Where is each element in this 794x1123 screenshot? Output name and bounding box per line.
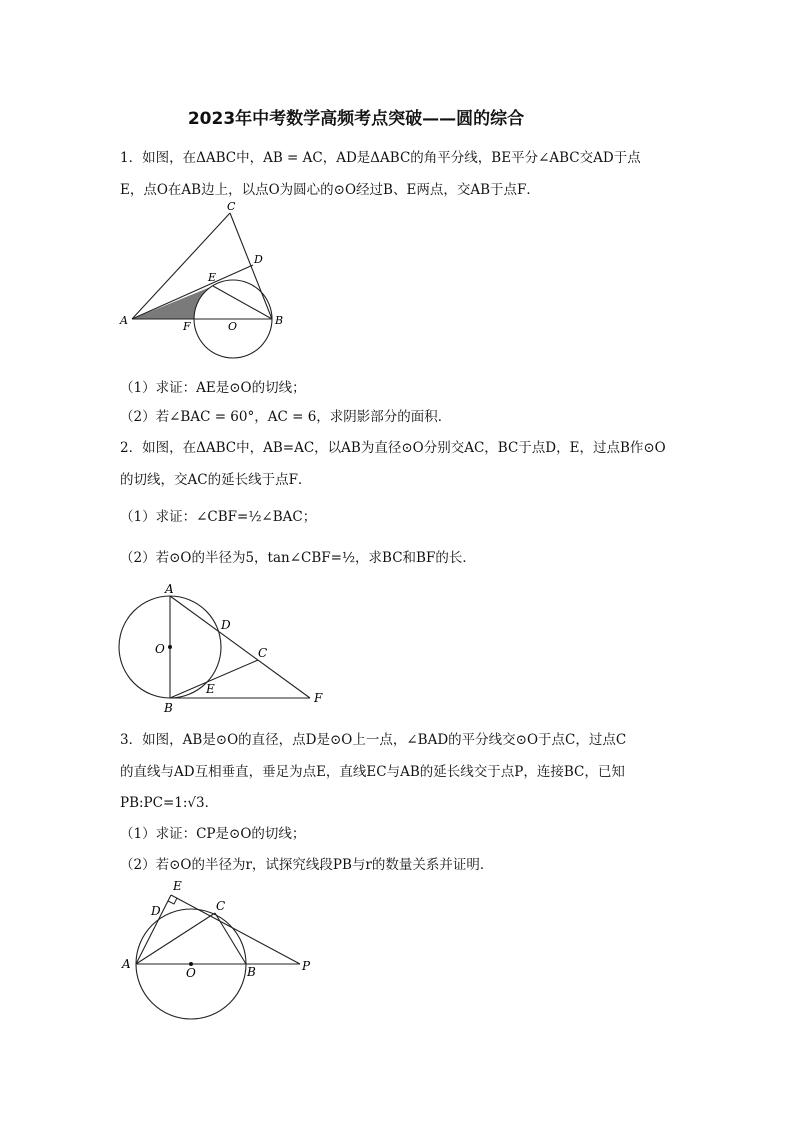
problem-1-part-2: （2）若∠BAC = 60°，AC = 6，求阴影部分的面积．	[120, 409, 452, 425]
problem-3-part-2: （2）若⊙O的半径为r，试探究线段PB与r的数量关系并证明．	[120, 857, 494, 873]
label-O: O	[228, 320, 238, 333]
figure-1-geometry	[110, 200, 300, 365]
problem-3-text-line-2: 的直线与AD互相垂直，垂足为点E，直线EC与AB的延长线交于点P，连接BC，已知	[120, 764, 625, 780]
label-E: E	[206, 682, 215, 696]
label-A: A	[120, 314, 128, 327]
figure-2-geometry	[110, 578, 340, 718]
label-D: D	[254, 253, 263, 266]
label-E: E	[173, 879, 182, 893]
label-B: B	[275, 314, 284, 327]
label-B: B	[164, 701, 173, 715]
segment-BC	[215, 913, 246, 964]
problem-3-text-line-3: PB:PC=1:√3．	[120, 795, 219, 811]
label-F: F	[183, 320, 191, 333]
label-O: O	[155, 642, 165, 656]
label-C: C	[227, 200, 236, 213]
segment-AC	[136, 913, 215, 964]
label-O: O	[186, 966, 196, 980]
segment-BE	[213, 286, 272, 319]
label-P: P	[302, 959, 311, 973]
problem-1-text-line-1: 1．如图，在ΔABC中，AB = AC，AD是ΔABC的角平分线，BE平分∠ABC交AD于点	[120, 150, 641, 166]
segment-AF	[170, 596, 310, 698]
problem-1-text-line-2: E，点O在AB边上，以点O为圆心的⊙O经过B、E两点，交AB于点F．	[120, 182, 540, 198]
problem-3-text-line-1: 3．如图，AB是⊙O的直径，点D是⊙O上一点，∠BAD的平分线交⊙O于点C，过点C	[120, 732, 627, 748]
problem-2-part-2: （2）若⊙O的半径为5，tan∠CBF=½，求BC和BF的长．	[120, 550, 476, 566]
label-D: D	[221, 618, 231, 632]
problem-2-part-1: （1）求证：∠CBF=½∠BAC；	[120, 509, 317, 525]
label-C: C	[216, 899, 226, 913]
label-A: A	[122, 957, 131, 971]
label-F: F	[314, 691, 323, 705]
label-C: C	[258, 646, 268, 660]
label-A: A	[165, 582, 174, 596]
problem-2-text-line-2: 的切线，交AC的延长线于点F．	[120, 472, 312, 488]
page-title: 2023年中考数学高频考点突破——圆的综合	[187, 109, 525, 129]
problem-1-part-1: （1）求证：AE是⊙O的切线；	[120, 380, 306, 396]
problem-3-part-1: （1）求证：CP是⊙O的切线；	[120, 826, 306, 842]
label-D: D	[151, 904, 161, 918]
label-E: E	[208, 271, 217, 284]
problem-2-text-line-1: 2．如图，在ΔABC中，AB=AC，以AB为直径⊙O分别交AC，BC于点D，E，过点B作⊙O	[120, 440, 666, 456]
figure-3-geometry	[110, 872, 330, 1022]
label-B: B	[247, 965, 256, 979]
center-O	[168, 645, 172, 649]
